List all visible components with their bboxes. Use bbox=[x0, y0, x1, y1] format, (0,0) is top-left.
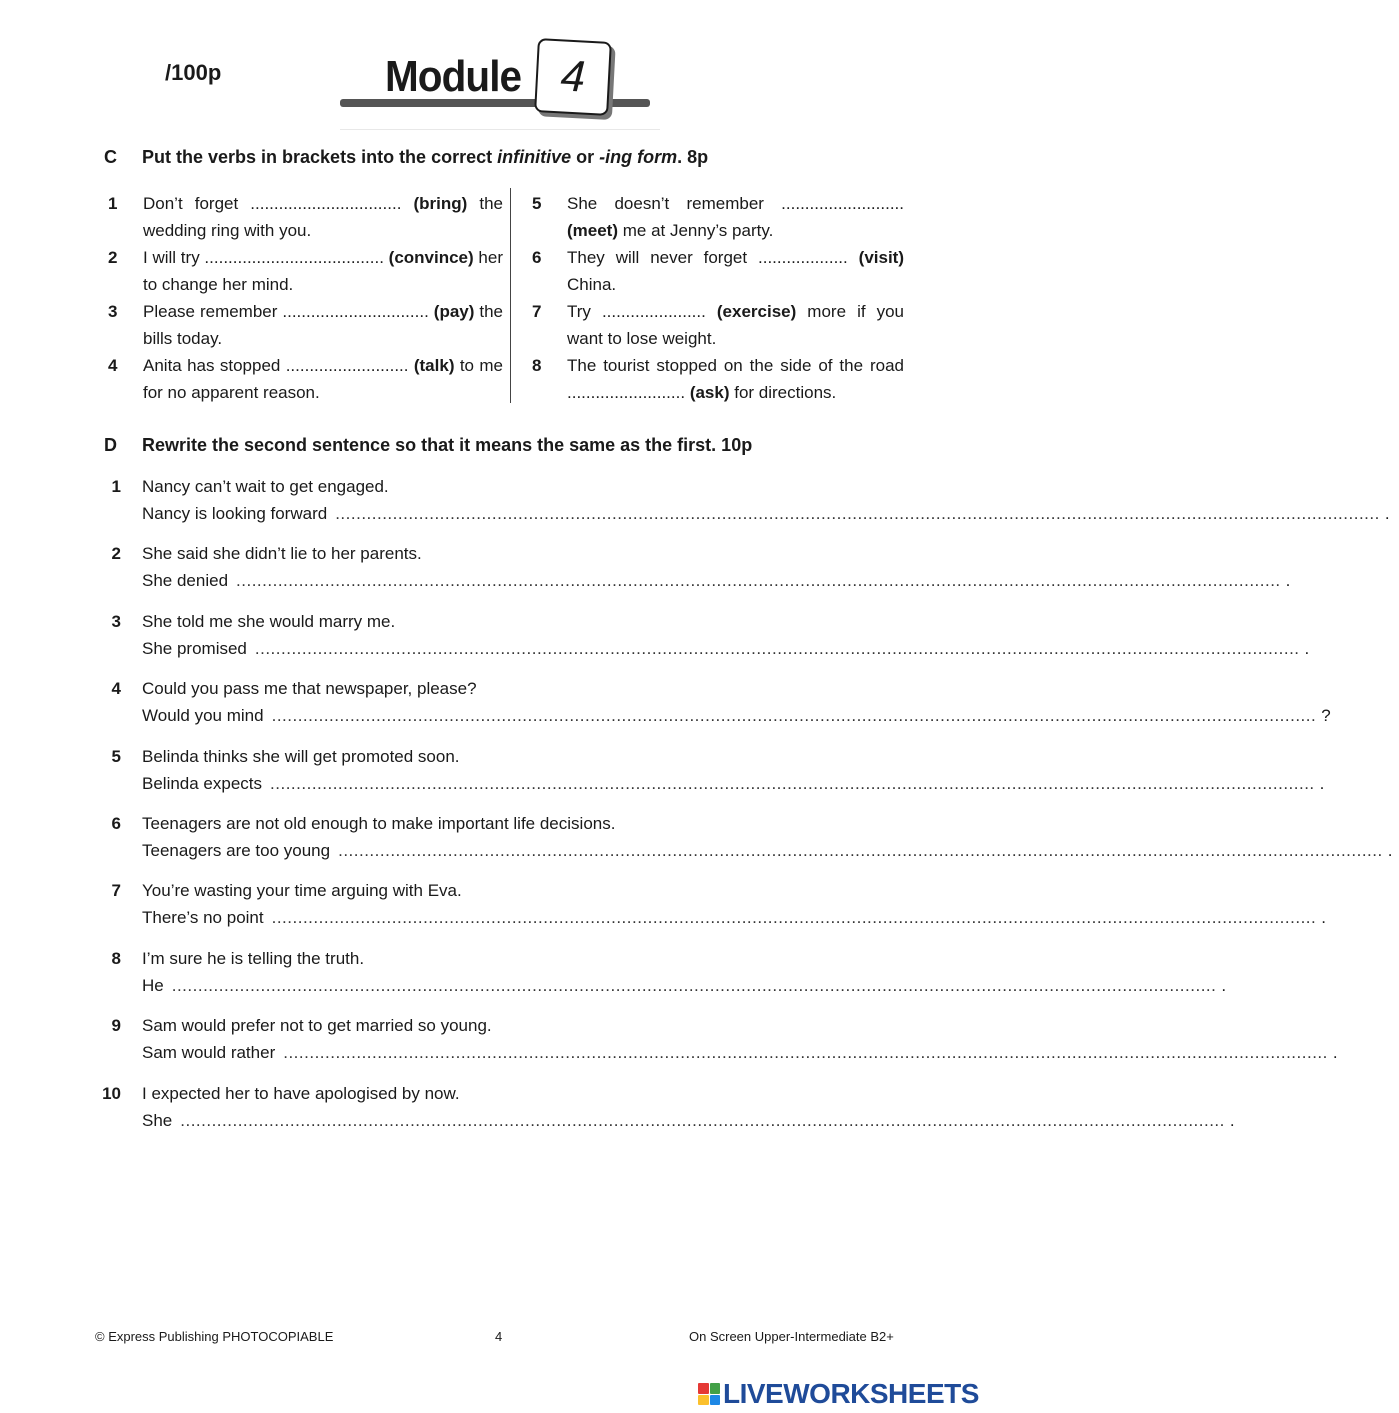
exercise-c-item bbox=[108, 352, 503, 406]
rewrite-prompt: Belinda expects bbox=[142, 773, 263, 793]
item-text-part: Anita has stopped .......................... bbox=[143, 356, 414, 375]
section-d-heading bbox=[104, 435, 752, 456]
answer-blank[interactable]: ........................................................................................................................................................................................................ bbox=[270, 773, 1315, 793]
logo-square bbox=[698, 1395, 709, 1406]
item-text bbox=[567, 352, 904, 406]
section-c-instruction-part: or bbox=[571, 147, 600, 167]
section-c-right-column bbox=[532, 190, 904, 406]
item-text bbox=[567, 190, 904, 244]
sentence-end-punctuation: . bbox=[1229, 1110, 1235, 1130]
sentence-end-punctuation: . bbox=[1304, 638, 1310, 658]
item-text-part: The tourist stopped on the side of the road ......................... bbox=[567, 356, 904, 402]
answer-blank[interactable]: ........................................................................................................................................................................................................ bbox=[283, 1043, 1328, 1063]
rewrite-prompt: She bbox=[142, 1110, 173, 1130]
item-text bbox=[143, 244, 503, 298]
sentence-end-punctuation: . bbox=[1221, 975, 1227, 995]
exercise-d-item bbox=[95, 608, 1310, 662]
item-number: 1 bbox=[111, 477, 121, 496]
rewrite-prompt: Would you mind bbox=[142, 706, 264, 726]
sentence-end-punctuation: . bbox=[1319, 773, 1325, 793]
original-sentence: Belinda thinks she will get promoted soon. bbox=[142, 746, 460, 766]
exercise-d-item bbox=[95, 1012, 1338, 1066]
item-text-part: China. bbox=[567, 275, 617, 294]
verb-prompt: (meet) bbox=[567, 221, 619, 240]
exercise-c-item bbox=[108, 244, 503, 298]
rewrite-prompt: She promised bbox=[142, 638, 247, 658]
item-text bbox=[143, 298, 503, 352]
item-text-part: They will never forget ................... bbox=[567, 248, 859, 267]
liveworksheets-text: LIVEWORKSHEETS bbox=[723, 1378, 979, 1409]
sentence-end-punctuation: . bbox=[1285, 571, 1291, 591]
sentence-end-punctuation: . bbox=[1384, 504, 1390, 523]
answer-blank[interactable]: ........................................................................................................................................................................................................ bbox=[236, 571, 1281, 591]
answer-blank[interactable]: ........................................................................................................................................................................................................ bbox=[335, 504, 1380, 523]
section-c-heading bbox=[104, 147, 708, 168]
item-text-part: for directions. bbox=[729, 383, 837, 402]
sentence-end-punctuation: . bbox=[1332, 1043, 1338, 1063]
footer-copyright: © Express Publishing PHOTOCOPIABLE bbox=[95, 1329, 334, 1344]
section-d-instruction: Rewrite the second sentence so that it means the same as the first. 10p bbox=[142, 435, 753, 455]
rewrite-line bbox=[142, 702, 1338, 729]
section-c-instruction-part: Put the verbs in brackets into the correct bbox=[142, 147, 498, 167]
module-title: Module bbox=[385, 52, 522, 101]
section-c-instruction-part: infinitive bbox=[497, 147, 572, 167]
item-text-part: Don’t forget ................................ bbox=[143, 194, 414, 213]
original-sentence: I expected her to have apologised by now. bbox=[142, 1083, 460, 1103]
module-number-box: 4 bbox=[534, 38, 612, 116]
item-text-part: She doesn’t remember .......................... bbox=[567, 194, 904, 213]
answer-blank[interactable]: ........................................................................................................................................................................................................ bbox=[254, 638, 1300, 658]
rewrite-prompt: Nancy is looking forward bbox=[142, 504, 328, 523]
original-sentence: She said she didn’t lie to her parents. bbox=[142, 544, 422, 564]
rewrite-line bbox=[142, 1039, 1345, 1066]
rewrite-line bbox=[142, 972, 1233, 999]
section-d-list bbox=[95, 473, 1393, 1147]
rewrite-prompt: She denied bbox=[142, 571, 229, 591]
item-number: 2 bbox=[108, 248, 118, 267]
exercise-c-item bbox=[108, 298, 503, 352]
answer-blank[interactable]: ........................................................................................................................................................................................................ bbox=[338, 840, 1383, 860]
item-number: 10 bbox=[102, 1083, 121, 1103]
exercise-d-item bbox=[95, 810, 1393, 864]
exercise-d-item bbox=[95, 877, 1326, 931]
exercise-d-item bbox=[95, 473, 1390, 527]
sentence-end-punctuation: . bbox=[1321, 908, 1326, 928]
item-number: 9 bbox=[111, 1016, 121, 1036]
rewrite-line bbox=[142, 904, 1333, 931]
section-d-letter: D bbox=[104, 435, 117, 455]
item-number: 8 bbox=[111, 948, 121, 968]
exercise-c-item bbox=[532, 190, 904, 244]
rewrite-prompt: He bbox=[142, 975, 164, 995]
item-number: 1 bbox=[108, 194, 118, 213]
verb-prompt: (ask) bbox=[689, 383, 730, 402]
answer-blank[interactable]: ........................................................................................................................................................................................................ bbox=[271, 706, 1317, 726]
item-number: 7 bbox=[111, 881, 121, 901]
sentence-end-punctuation: ? bbox=[1321, 706, 1331, 726]
item-text-part: her to change her mind. bbox=[143, 248, 503, 294]
rewrite-line bbox=[142, 1107, 1242, 1134]
rewrite-prompt: There’s no point bbox=[142, 908, 264, 928]
logo-square bbox=[710, 1383, 721, 1394]
exercise-d-item bbox=[95, 540, 1291, 594]
item-text bbox=[567, 298, 904, 352]
item-number: 2 bbox=[111, 544, 121, 564]
exercise-c-item bbox=[532, 244, 904, 298]
verb-prompt: (pay) bbox=[433, 302, 475, 321]
item-number: 5 bbox=[532, 194, 542, 213]
footer-book-title: On Screen Upper-Intermediate B2+ bbox=[689, 1329, 894, 1344]
original-sentence: Nancy can’t wait to get engaged. bbox=[142, 477, 389, 496]
item-text-part: the bills today. bbox=[143, 302, 504, 348]
liveworksheets-mark-icon bbox=[698, 1383, 720, 1405]
original-sentence: Could you pass me that newspaper, please? bbox=[142, 679, 477, 699]
original-sentence: You’re wasting your time arguing with Eva. bbox=[142, 881, 462, 901]
item-text-part: the wedding ring with you. bbox=[143, 194, 504, 240]
item-text-part: I will try ...................................... bbox=[143, 248, 389, 267]
score-label: /100p bbox=[165, 60, 222, 85]
item-text-part: Please remember ............................... bbox=[143, 302, 434, 321]
rewrite-prompt: Sam would rather bbox=[142, 1043, 276, 1063]
item-number: 5 bbox=[111, 746, 121, 766]
exercise-c-item bbox=[532, 352, 904, 406]
section-c-letter: C bbox=[104, 147, 117, 167]
item-number: 4 bbox=[111, 679, 121, 699]
sentence-end-punctuation: . bbox=[1387, 840, 1393, 860]
item-number: 4 bbox=[108, 356, 118, 375]
item-text bbox=[143, 352, 503, 406]
exercise-d-item bbox=[95, 675, 1331, 729]
item-number: 3 bbox=[111, 611, 121, 631]
section-c-instruction-part: -ing form bbox=[599, 147, 678, 167]
item-text bbox=[567, 244, 904, 298]
item-number: 6 bbox=[111, 813, 121, 833]
item-text-part: to me for no apparent reason. bbox=[143, 356, 503, 402]
exercise-d-item bbox=[95, 743, 1325, 797]
logo-square bbox=[698, 1383, 709, 1394]
original-sentence: She told me she would marry me. bbox=[142, 611, 396, 631]
original-sentence: I’m sure he is telling the truth. bbox=[142, 948, 365, 968]
verb-prompt: (talk) bbox=[413, 356, 455, 375]
rewrite-line bbox=[142, 837, 1399, 864]
verb-prompt: (convince) bbox=[388, 248, 474, 267]
header-rule bbox=[340, 129, 660, 130]
exercise-c-item bbox=[532, 298, 904, 352]
exercise-d-item bbox=[95, 945, 1227, 999]
liveworksheets-logo[interactable] bbox=[698, 1378, 979, 1410]
item-text-part: Try ...................... bbox=[567, 302, 717, 321]
rewrite-line bbox=[142, 770, 1331, 797]
rewrite-line bbox=[142, 635, 1316, 662]
exercise-c-item bbox=[108, 190, 503, 244]
item-number: 8 bbox=[532, 356, 542, 375]
section-c-left-column bbox=[108, 190, 503, 406]
verb-prompt: (bring) bbox=[413, 194, 468, 213]
logo-square bbox=[710, 1395, 721, 1406]
original-sentence: Teenagers are not old enough to make important life decisions. bbox=[142, 813, 616, 833]
item-number: 6 bbox=[532, 248, 542, 267]
item-text-part: me at Jenny’s party. bbox=[618, 221, 774, 240]
section-c-instruction-part: . 8p bbox=[677, 147, 709, 167]
item-number: 3 bbox=[108, 302, 118, 321]
exercise-d-item bbox=[95, 1080, 1235, 1134]
item-number: 7 bbox=[532, 302, 542, 321]
answer-blank[interactable]: ........................................................................................................................................................................................................ bbox=[180, 1110, 1225, 1130]
answer-blank[interactable]: ........................................................................................................................................................................................................ bbox=[171, 975, 1217, 995]
item-text bbox=[143, 190, 503, 244]
rewrite-line bbox=[142, 500, 1397, 527]
footer-page-number: 4 bbox=[495, 1329, 503, 1344]
rewrite-line bbox=[142, 567, 1297, 594]
original-sentence: Sam would prefer not to get married so young. bbox=[142, 1016, 492, 1036]
item-text-part: more if you want to lose weight. bbox=[567, 302, 905, 348]
verb-prompt: (visit) bbox=[858, 248, 904, 267]
rewrite-prompt: Teenagers are too young bbox=[142, 840, 331, 860]
section-c-divider bbox=[510, 188, 511, 403]
section-c-instruction bbox=[142, 147, 708, 167]
answer-blank[interactable]: ........................................................................................................................................................................................................ bbox=[271, 908, 1317, 928]
verb-prompt: (exercise) bbox=[716, 302, 797, 321]
